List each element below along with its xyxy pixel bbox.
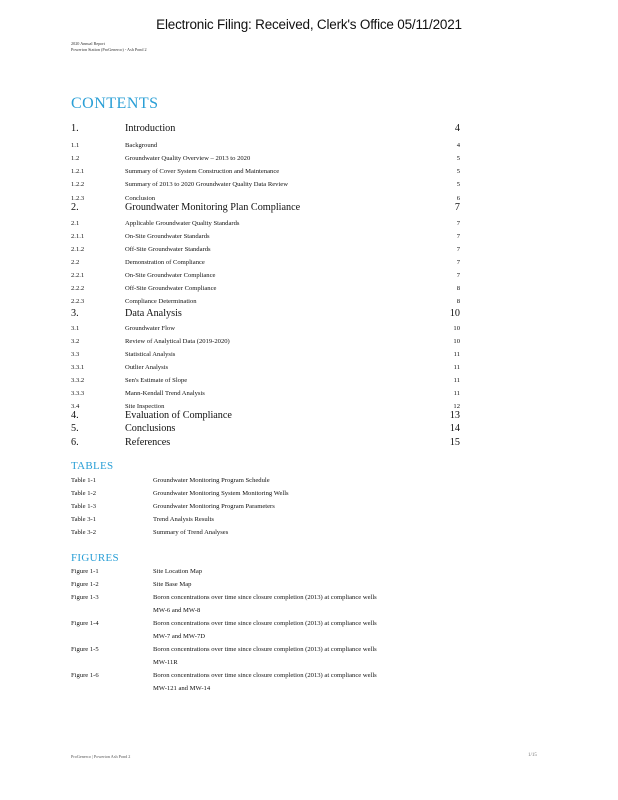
- toc-number: 1.2.3: [71, 195, 85, 202]
- toc-number: 1.2.2: [71, 181, 85, 188]
- toc-page: 7: [456, 246, 460, 253]
- toc-title: References: [125, 437, 171, 448]
- figure-label: Figure 1-2: [71, 581, 99, 588]
- figure-title: Site Location Map: [153, 568, 203, 575]
- toc-page: 10: [453, 338, 460, 345]
- toc-page: 15: [449, 437, 460, 448]
- toc-entry: [71, 384, 460, 397]
- figure-title: MW-11R: [153, 659, 178, 666]
- report-header-line1: 2020 Annual Report: [71, 41, 105, 46]
- toc-entry: [71, 136, 460, 149]
- toc-title: Demonstration of Compliance: [125, 259, 205, 266]
- toc-page: 10: [453, 325, 460, 332]
- toc-page: 10: [449, 308, 460, 319]
- electronic-filing-stamp: Electronic Filing: Received, Clerk's Office 05/11/2021: [156, 17, 462, 32]
- toc-page: 7: [456, 259, 460, 266]
- toc-number: 1.2: [71, 155, 80, 162]
- toc-title: Background: [125, 142, 158, 149]
- table-title: Summary of Trend Analyses: [153, 529, 229, 536]
- toc-page: 12: [453, 403, 460, 410]
- toc-title: Conclusion: [125, 195, 156, 202]
- table-label: Table 1-1: [71, 477, 96, 484]
- toc-title: On-Site Groundwater Standards: [125, 233, 210, 240]
- toc-page: 11: [453, 390, 460, 397]
- toc-title: Off-Site Groundwater Standards: [125, 246, 211, 253]
- toc-entry: [71, 240, 460, 253]
- figure-label: Figure 1-3: [71, 594, 99, 601]
- toc-entry: [71, 121, 460, 134]
- toc-entry: [71, 306, 460, 319]
- toc-title: Mann-Kendall Trend Analysis: [125, 390, 205, 397]
- contents-title: CONTENTS: [71, 95, 159, 112]
- toc-title: Groundwater Flow: [125, 325, 175, 332]
- table-label: Table 1-3: [71, 503, 96, 510]
- toc-page: 5: [456, 155, 460, 162]
- toc-page: 11: [453, 364, 460, 371]
- toc-number: 3.4: [71, 403, 80, 410]
- toc-number: 3.3.3: [71, 390, 85, 397]
- toc-page: 7: [456, 272, 460, 279]
- page-number: 1/15: [528, 753, 537, 758]
- toc-entry: [71, 421, 460, 434]
- toc-entry: [71, 149, 460, 162]
- toc-page: 8: [456, 285, 460, 292]
- toc-title: Outlier Analysis: [125, 364, 169, 371]
- toc-number: 6.: [71, 437, 79, 448]
- toc-title: Summary of 2013 to 2020 Groundwater Quality Data Review: [125, 181, 288, 188]
- toc-title: Data Analysis: [125, 308, 182, 319]
- figure-title: MW-6 and MW-8: [153, 607, 201, 614]
- toc-title: Site Inspection: [125, 403, 165, 410]
- table-label: Table 3-1: [71, 516, 96, 523]
- table-title: Groundwater Monitoring Program Parameters: [153, 503, 275, 510]
- tables-title: TABLES: [71, 460, 114, 472]
- toc-page: 8: [456, 298, 460, 305]
- table-title: Groundwater Monitoring Program Schedule: [153, 477, 270, 484]
- toc-number: 5.: [71, 423, 79, 434]
- toc-title: On-Site Groundwater Compliance: [125, 272, 216, 279]
- table-title: Groundwater Monitoring System Monitoring Wells: [153, 490, 289, 497]
- toc-entry: [71, 319, 460, 332]
- toc-entry: [71, 358, 460, 371]
- toc-number: 3.3: [71, 351, 80, 358]
- toc-entry: [71, 200, 460, 213]
- toc-entry: [71, 279, 460, 292]
- toc-title: Review of Analytical Data (2019-2020): [125, 338, 230, 345]
- toc-entry: [71, 175, 460, 188]
- figure-title: Boron concentrations over time since closure completion (2013) at compliance wells: [153, 620, 377, 627]
- toc-entry: [71, 214, 460, 227]
- toc-number: 2.1.2: [71, 246, 85, 253]
- toc-page: 11: [453, 377, 460, 384]
- report-header-line2: Powerton Station (ProGenerco) - Ash Pond 2: [71, 47, 147, 52]
- toc-number: 2.2.2: [71, 285, 85, 292]
- toc-title: Sen's Estimate of Slope: [125, 377, 188, 384]
- toc-title: Conclusions: [125, 423, 176, 434]
- toc-number: 2.2: [71, 259, 80, 266]
- toc-number: 3.2: [71, 338, 80, 345]
- figures-title: FIGURES: [71, 552, 119, 564]
- toc-number: 1.: [71, 123, 79, 134]
- toc-title: Statistical Analysis: [125, 351, 176, 358]
- toc-page: 4: [454, 123, 460, 134]
- figure-label: Figure 1-5: [71, 646, 99, 653]
- toc-page: 4: [456, 142, 460, 149]
- toc-title: Compliance Determination: [125, 298, 197, 305]
- toc-number: 2.2.3: [71, 298, 85, 305]
- toc-page: 7: [454, 202, 460, 213]
- toc-number: 1.2.1: [71, 168, 85, 175]
- toc-page: 5: [456, 181, 460, 188]
- toc-number: 2.: [71, 202, 79, 213]
- toc-page: 11: [453, 351, 460, 358]
- table-label: Table 1-2: [71, 490, 96, 497]
- toc-number: 4.: [71, 410, 79, 421]
- toc-page: 14: [449, 423, 460, 434]
- toc-title: Groundwater Quality Overview – 2013 to 2020: [125, 155, 251, 162]
- figure-title: MW-7 and MW-7D: [153, 633, 206, 640]
- toc-entry: [71, 435, 460, 448]
- figure-title: Boron concentrations over time since closure completion (2013) at compliance wells: [153, 594, 377, 601]
- toc-number: 3.3.2: [71, 377, 85, 384]
- toc-page: 13: [449, 410, 460, 421]
- toc-title: Summary of Cover System Construction and Maintenance: [125, 168, 280, 175]
- toc-entry: [71, 253, 460, 266]
- toc-entry: [71, 371, 460, 384]
- toc-title: Groundwater Monitoring Plan Compliance: [125, 202, 301, 213]
- toc-page: 5: [456, 168, 460, 175]
- figure-label: Figure 1-4: [71, 620, 99, 627]
- toc-title: Applicable Groundwater Quality Standards: [125, 220, 240, 227]
- figure-title: Boron concentrations over time since closure completion (2013) at compliance wells: [153, 672, 377, 679]
- table-title: Trend Analysis Results: [153, 516, 214, 523]
- table-label: Table 3-2: [71, 529, 96, 536]
- toc-page: 7: [456, 220, 460, 227]
- figure-title: Boron concentrations over time since closure completion (2013) at compliance wells: [153, 646, 377, 653]
- toc-number: 3.1: [71, 325, 80, 332]
- toc-title: Off-Site Groundwater Compliance: [125, 285, 217, 292]
- figure-title: Site Base Map: [153, 581, 192, 588]
- figure-title: MW-121 and MW-14: [153, 685, 211, 692]
- toc-title: Evaluation of Compliance: [125, 410, 232, 421]
- figure-label: Figure 1-6: [71, 672, 99, 679]
- toc-entry: [71, 408, 460, 421]
- toc-entry: [71, 332, 460, 345]
- toc-entry: [71, 266, 460, 279]
- toc-number: 2.2.1: [71, 272, 85, 279]
- toc-page: 7: [456, 233, 460, 240]
- toc-number: 3.: [71, 308, 79, 319]
- toc-number: 2.1: [71, 220, 80, 227]
- figure-label: Figure 1-1: [71, 568, 99, 575]
- toc-entry: [71, 345, 460, 358]
- toc-number: 2.1.1: [71, 233, 85, 240]
- toc-number: 3.3.1: [71, 364, 85, 371]
- toc-title: Introduction: [125, 123, 176, 134]
- toc-entry: [71, 162, 460, 175]
- footer-left: ProGenerco | Powerton Ash Pond 2: [71, 754, 131, 759]
- toc-entry: [71, 292, 460, 305]
- toc-entry: [71, 227, 460, 240]
- toc-page: 6: [456, 195, 460, 202]
- toc-number: 1.1: [71, 142, 80, 149]
